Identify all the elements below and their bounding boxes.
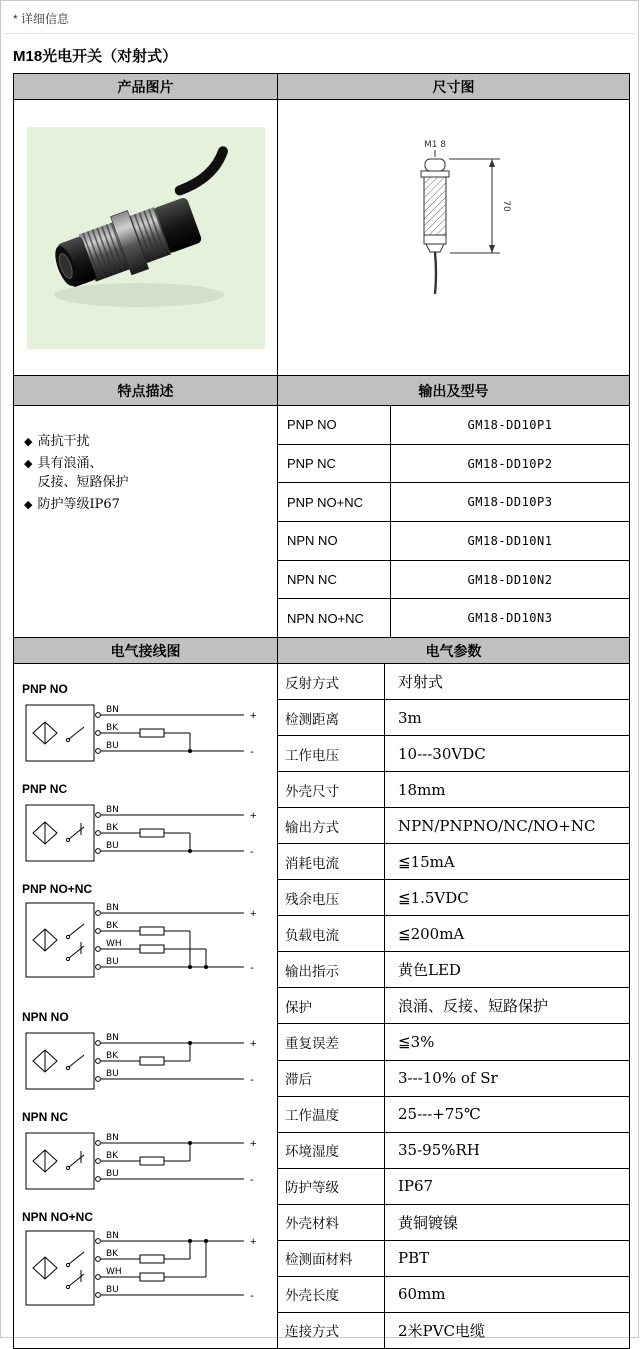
header-params: 电气参数 (278, 638, 629, 663)
svg-text:BK: BK (106, 1051, 119, 1061)
feature-item (24, 432, 269, 452)
param-label: 重复误差 (278, 1024, 385, 1059)
param-value: 3---10% of Sr (398, 1069, 498, 1088)
svg-text:WH: WH (106, 1267, 122, 1277)
model-row (278, 445, 629, 484)
param-value: 黄色LED (398, 961, 461, 980)
product-photo-cell (14, 100, 278, 375)
param-row (278, 664, 629, 700)
param-label: 连接方式 (278, 1313, 385, 1348)
param-row (278, 1133, 629, 1169)
model-row (278, 522, 629, 561)
wiring-diagram-svg (22, 897, 272, 981)
diagram-label: NPN NO (22, 1010, 69, 1024)
header-output-models: 输出及型号 (278, 376, 629, 405)
svg-text:BK: BK (106, 1151, 119, 1161)
length-dimension-label: 70 (501, 199, 511, 212)
svg-text:-: - (250, 1074, 254, 1086)
model-type: PNP NO+NC (287, 494, 363, 510)
models-table (278, 406, 629, 637)
svg-text:BK: BK (106, 921, 119, 931)
header-row-1 (14, 74, 629, 100)
bullet-icon: ◆ (24, 435, 33, 448)
param-value: ≦200mA (398, 924, 465, 943)
bullet-icon: ◆ (24, 497, 33, 511)
param-label: 检测距离 (278, 700, 385, 735)
diagram-label: NPN NO+NC (22, 1210, 94, 1224)
svg-text:BK: BK (106, 723, 119, 733)
model-row (278, 599, 629, 637)
content-row-1 (14, 100, 629, 376)
svg-text:+: + (250, 1236, 257, 1248)
wiring-diagram-svg (22, 1025, 272, 1093)
param-row (278, 736, 629, 772)
header-features: 特点描述 (14, 376, 278, 405)
model-number: GM18-DD10N1 (390, 522, 629, 560)
svg-text:BU: BU (106, 1169, 119, 1179)
param-value: 25---+75℃ (398, 1105, 481, 1124)
wiring-diagram-npn-no-nc (22, 1210, 277, 1314)
param-value: 10---30VDC (398, 744, 486, 763)
param-value: 60mm (398, 1285, 446, 1304)
param-row (278, 844, 629, 880)
param-row (278, 772, 629, 808)
diagram-label: PNP NO (22, 682, 68, 696)
features-list (14, 406, 278, 637)
wiring-diagram-pnp-nc (22, 782, 277, 870)
svg-text:-: - (250, 1290, 254, 1302)
param-label: 外壳尺寸 (278, 772, 385, 807)
feature-text: 防护等级IP67 (37, 496, 120, 512)
param-value: 对射式 (398, 673, 444, 692)
svg-text:BN: BN (106, 1033, 119, 1043)
param-value: ≦3% (398, 1032, 435, 1051)
param-row (278, 1205, 629, 1241)
header-row-3 (14, 638, 629, 664)
param-label: 外壳长度 (278, 1277, 385, 1312)
model-type: PNP NC (287, 456, 336, 471)
header-product-image: 产品图片 (14, 74, 278, 99)
param-row (278, 880, 629, 916)
wiring-diagram-svg (22, 797, 272, 865)
param-row (278, 1061, 629, 1097)
svg-text:BU: BU (106, 741, 119, 751)
bullet-icon: ◆ (24, 456, 33, 470)
svg-text:BN: BN (106, 1133, 119, 1143)
svg-text:BN: BN (106, 705, 119, 715)
svg-text:BN: BN (106, 1231, 119, 1241)
model-row (278, 406, 629, 445)
svg-text:BN: BN (106, 903, 119, 913)
param-label: 反射方式 (278, 664, 385, 699)
detail-note: * 详细信息 (13, 12, 70, 26)
svg-text:+: + (250, 810, 257, 822)
param-value: 35-95%RH (398, 1141, 480, 1160)
param-value: ≦15mA (398, 852, 455, 871)
svg-text:BU: BU (106, 841, 119, 851)
model-number: GM18-DD10P3 (390, 483, 629, 521)
param-value: IP67 (398, 1177, 434, 1196)
feature-text: 高抗干扰 (37, 434, 90, 449)
param-row (278, 808, 629, 844)
header-dimension: 尺寸图 (278, 74, 629, 99)
model-type: NPN NO (287, 533, 338, 549)
svg-text:-: - (250, 1174, 254, 1186)
param-row (278, 1313, 629, 1348)
svg-text:-: - (250, 746, 254, 758)
param-value: 3m (398, 708, 422, 727)
model-type: NPN NO+NC (287, 610, 364, 626)
feature-item (24, 454, 269, 493)
param-value: PBT (398, 1249, 430, 1268)
model-row (278, 561, 629, 600)
param-row (278, 916, 629, 952)
svg-text:BK: BK (106, 1249, 119, 1259)
content-row-3 (14, 664, 629, 1348)
model-row (278, 483, 629, 522)
wiring-diagram-svg (22, 1125, 272, 1193)
wiring-diagram-pnp-no (22, 682, 277, 770)
param-label: 残余电压 (278, 880, 385, 915)
model-number: GM18-DD10N2 (390, 561, 629, 599)
svg-text:-: - (250, 962, 254, 974)
diagram-label: NPN NC (22, 1110, 69, 1124)
svg-text:BU: BU (106, 1069, 119, 1079)
param-label: 输出指示 (278, 952, 385, 987)
param-label: 滞后 (278, 1061, 385, 1096)
wiring-diagram-svg (22, 1225, 272, 1309)
param-row (278, 1241, 629, 1277)
params-table (278, 664, 629, 1348)
thread-size-label: M1 8 (423, 139, 447, 150)
svg-text:WH: WH (106, 939, 122, 949)
param-row (278, 1024, 629, 1060)
model-type: PNP NO (287, 417, 337, 433)
param-row (278, 952, 629, 988)
header-row-2 (14, 376, 629, 406)
param-value: NPN/PNPNO/NC/NO+NC (398, 816, 596, 835)
param-value: 18mm (398, 780, 446, 799)
param-value: 浪涌、反接、短路保护 (398, 997, 549, 1016)
diagram-label: PNP NC (22, 782, 68, 796)
model-number: GM18-DD10N3 (390, 599, 629, 637)
model-number: GM18-DD10P1 (390, 406, 629, 444)
param-label: 工作温度 (278, 1097, 385, 1132)
feature-item (24, 495, 269, 515)
param-label: 工作电压 (278, 736, 385, 771)
svg-text:+: + (250, 1038, 257, 1050)
param-value: ≦1.5VDC (398, 888, 469, 907)
param-label: 负载电流 (278, 916, 385, 951)
svg-text:-: - (250, 846, 254, 858)
param-label: 外壳材料 (278, 1205, 385, 1240)
param-row (278, 1169, 629, 1205)
content-row-2 (14, 406, 629, 638)
svg-text:BN: BN (106, 805, 119, 815)
svg-text:+: + (250, 710, 257, 722)
param-label: 检测面材料 (278, 1241, 385, 1276)
param-label: 保护 (278, 988, 385, 1023)
header-wiring: 电气接线图 (14, 638, 278, 663)
page-title: M18光电开关（对射式） (13, 48, 178, 65)
shadow (54, 283, 224, 307)
product-photo (27, 127, 265, 349)
model-number: GM18-DD10P2 (390, 445, 629, 483)
wiring-diagram-svg (22, 697, 272, 765)
param-label: 消耗电流 (278, 844, 385, 879)
param-row (278, 700, 629, 736)
param-row (278, 1277, 629, 1313)
svg-text:BU: BU (106, 1285, 119, 1295)
spec-table (13, 73, 630, 1349)
wiring-diagram-npn-no (22, 1010, 277, 1098)
param-row (278, 1097, 629, 1133)
dimension-drawing (278, 103, 629, 373)
wiring-diagram-pnp-no-nc (22, 882, 277, 986)
param-label: 防护等级 (278, 1169, 385, 1204)
svg-text:+: + (250, 908, 257, 920)
diagram-label: PNP NO+NC (22, 882, 93, 896)
param-value: 黄铜镀镍 (398, 1213, 459, 1232)
dimension-drawing-cell (278, 100, 629, 375)
param-value: 2米PVC电缆 (398, 1321, 485, 1340)
wiring-diagrams-list (14, 664, 278, 1348)
param-label: 输出方式 (278, 808, 385, 843)
param-label: 环境湿度 (278, 1133, 385, 1168)
svg-text:+: + (250, 1138, 257, 1150)
svg-text:BK: BK (106, 823, 119, 833)
param-row (278, 988, 629, 1024)
wiring-diagram-npn-nc (22, 1110, 277, 1198)
svg-text:BU: BU (106, 957, 119, 967)
model-type: NPN NC (287, 572, 337, 588)
feature-text: 具有浪涌、 反接、短路保护 (37, 455, 129, 490)
